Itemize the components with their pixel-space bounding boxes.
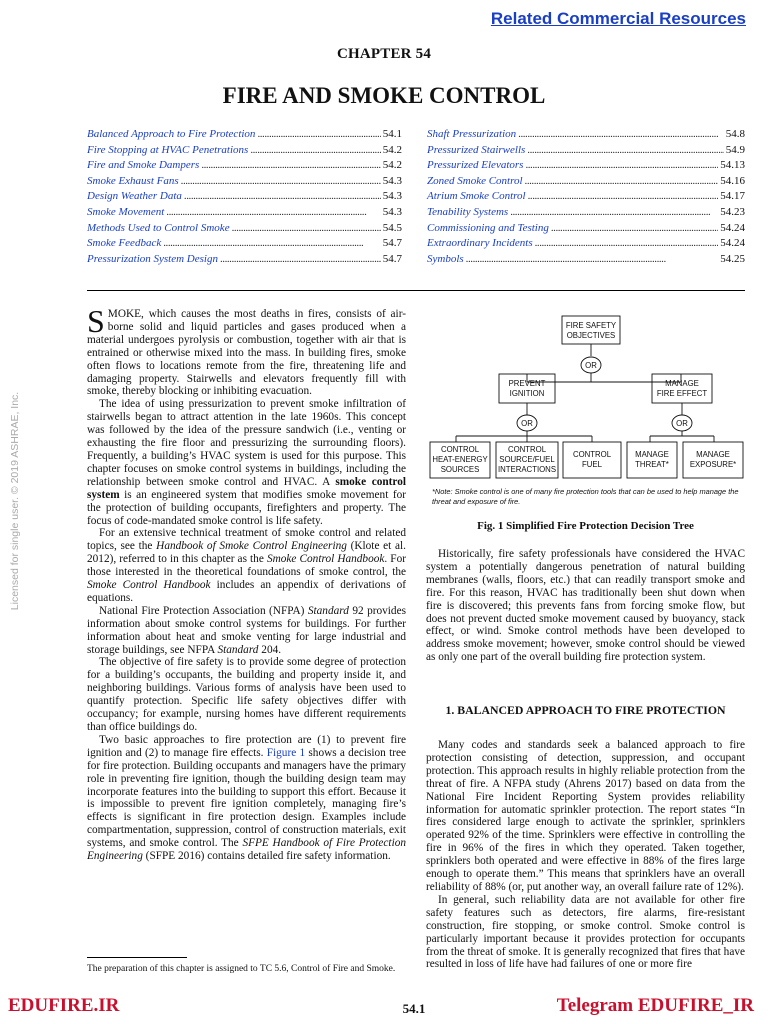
toc-entry[interactable] <box>87 252 402 268</box>
toc-leader-dots <box>166 205 380 221</box>
fig-text: FIRE SAFETY <box>565 321 617 330</box>
toc-entry-page: 54.16 <box>720 174 745 187</box>
toc-entry[interactable] <box>427 127 745 143</box>
toc-entry[interactable] <box>87 174 402 190</box>
toc-entry[interactable] <box>87 236 402 252</box>
toc-entry-page: 54.5 <box>382 221 402 234</box>
toc-entry-label[interactable]: Tenability Systems <box>427 205 509 218</box>
toc-leader-dots <box>510 205 718 221</box>
toc-entry-page: 54.3 <box>382 190 402 203</box>
footnote: The preparation of this chapter is assigned to TC 5.6, Control of Fire and Smoke. <box>87 964 396 974</box>
toc-entry-label[interactable]: Methods Used to Control Smoke <box>87 221 230 234</box>
toc-entry-page: 54.7 <box>382 252 402 265</box>
toc-entry[interactable] <box>87 127 402 143</box>
paragraph: The objective of fire safety is to provide some degree of protection for a building’s occupants, the building and property inside it, and neighboring buildings. Various forms of analysis have been used to quantify protection. Specific life safety objectives differ with occupancy; for example, nursing homes have different requirements than office buildings do. <box>87 656 406 733</box>
toc-left <box>87 127 402 267</box>
page-number: 54.1 <box>402 1001 426 1016</box>
toc-entry-page: 54.2 <box>382 159 402 172</box>
footnote-divider <box>87 957 187 958</box>
paragraph: MOKE, which causes the most deaths in fires, consists of air-borne solid and liquid particles and gases produced when a material undergoes pyrolysis or combustion, together with air that is entrained or otherwise mixed into the mass. In building fires, smoke often flows to locations remote from the fire, threatening life and damaging property. Stairwells and elevators frequently fill with smoke, thereby blocking or inhibiting evacuation. <box>87 308 406 398</box>
toc-entry-page: 54.3 <box>382 174 402 187</box>
toc-entry[interactable] <box>87 205 402 221</box>
fig-text: PREVENT <box>508 379 546 388</box>
toc-entry-label[interactable]: Balanced Approach to Fire Protection <box>87 128 256 140</box>
toc-entry-page: 54.25 <box>720 252 745 265</box>
toc-entry-page: 54.24 <box>720 221 745 234</box>
toc-entry[interactable] <box>87 189 402 205</box>
toc-leader-dots <box>466 252 719 268</box>
paragraph: The idea of using pressurization to prevent smoke infiltration of stairwells began to attract attention in the late 1960s. This concept was followed by the idea of the pressure sandwich (i.e., venting or exhausting the fire floor and pressurizing the surrounding floors). Frequently, a building’s HVAC system is used for this purpose. This chapter focuses on smoke control systems in buildings, including the relationship between smoke control and HVAC. A smoke control system is an engineered system that modifies smoke movement for the protection of building occupants, firefighters and property. The focus of code-mandated smoke control is life safety. <box>87 398 406 527</box>
toc-entry-label[interactable]: Extraordinary Incidents <box>427 237 533 250</box>
toc-entry-label[interactable]: Design Weather Data <box>87 190 182 203</box>
toc-entry[interactable] <box>427 189 745 205</box>
toc-entry-page: 54.23 <box>720 205 745 218</box>
toc-entry[interactable] <box>427 174 745 190</box>
toc-entry-label[interactable]: Shaft Pressurization <box>427 128 517 140</box>
toc-leader-dots <box>528 189 719 205</box>
toc-entry-page: 54.24 <box>720 237 745 250</box>
toc-entry-label[interactable]: Fire and Smoke Dampers <box>87 159 200 172</box>
fig-text: CONTROL <box>507 445 547 454</box>
toc-leader-dots <box>257 127 380 143</box>
fig-text: CONTROL <box>440 445 480 454</box>
toc-entry[interactable] <box>87 221 402 237</box>
divider <box>87 290 745 291</box>
toc-entry-page: 54.13 <box>720 159 745 172</box>
footer-site-link[interactable]: EDUFIRE.IR <box>8 995 120 1016</box>
or-label: OR <box>585 361 597 370</box>
toc-entry[interactable] <box>427 252 745 268</box>
figure-1-link[interactable]: Figure 1 <box>266 746 306 759</box>
toc-entry-page: 54.8 <box>725 128 745 140</box>
toc-entry[interactable] <box>427 221 745 237</box>
paragraph: Historically, fire safety professionals have considered the HVAC system a potentially dangerous penetration of natural building membranes (walls, floors, etc.) that can readily transport smoke and fire. For this reason, HVAC has traditionally been shut down when fire is discovered; this prevents fans from forcing smoke flow, but does not prevent ducted smoke movement caused by buoyancy, stack effect, or wind. Smoke control methods have been developed to address smoke movement; however, smoke control should be viewed as only one part of the overall building fire protection system. <box>426 548 745 664</box>
toc-entry-label[interactable]: Pressurization System Design <box>87 252 218 265</box>
or-label: OR <box>521 419 533 428</box>
or-label: OR <box>676 419 688 428</box>
toc-entry-label[interactable]: Pressurized Stairwells <box>427 143 526 156</box>
figure-note: *Note: Smoke control is one of many fire protection tools that can be used to help manage the threat and exposure of fire. <box>432 487 739 506</box>
toc-entry[interactable] <box>427 236 745 252</box>
toc-leader-dots <box>525 174 719 190</box>
fig-text: CONTROL <box>572 450 612 459</box>
related-resources-link[interactable]: Related Commercial Resources <box>490 9 746 28</box>
toc-leader-dots <box>184 189 381 205</box>
paragraph: For an extensive technical treatment of smoke control and related topics, see the Handbook of Smoke Control Engineering (Klote et al. 2012), referred to in this chapter as the Smoke Control Handbook. For those interested in the theoretical foundations of smoke control, the Smoke Control Handbook includes an appendix of derivations of equations. <box>87 527 406 604</box>
toc-entry[interactable] <box>427 143 745 159</box>
fig-text: OBJECTIVES <box>566 331 616 340</box>
fig-text: FIRE EFFECT <box>656 389 708 398</box>
body-left-column <box>87 303 407 863</box>
footer-telegram-link[interactable]: Telegram EDUFIRE_IR <box>556 995 754 1016</box>
drop-cap: S <box>87 303 105 339</box>
paragraph: Two basic approaches to fire protection are (1) to prevent fire ignition and (2) to manage fire effects. Figure 1 shows a decision tree for fire protection. Building occupants and managers have the primary role in preventing fire ignition, though the building design team may incorporate features into the building to support this effort. Because it is impossible to prevent fire ignition completely, managing fire’s effects is significant in fire protection design. Examples include compartmentation, suppression, control of construction materials, exit systems, and smoke control. The SFPE Handbook of Fire Protection Engineering (SFPE 2016) contains detailed fire safety information. <box>87 733 407 863</box>
fig-text: THREAT* <box>635 460 669 469</box>
toc-entry-label[interactable]: Symbols <box>427 252 464 265</box>
toc-entry-page: 54.17 <box>720 190 745 203</box>
toc-entry-label[interactable]: Smoke Movement <box>87 205 165 218</box>
chapter-number: CHAPTER 54 <box>336 46 432 62</box>
toc-entry[interactable] <box>427 158 745 174</box>
toc-entry[interactable] <box>87 158 402 174</box>
toc-entry-label[interactable]: Fire Stopping at HVAC Penetrations <box>87 143 249 156</box>
toc-entry-page: 54.1 <box>382 128 402 140</box>
paragraph: Many codes and standards seek a balanced approach to fire protection consisting of detection, suppression, and occupant protection. This approach results in highly reliable protection from the threat of fire. A NFPA study (Ahrens 2017) based on data from the National Fire Incident Reporting System provides reliability information for automatic sprinkler protection. The report states “In fires considered large enough to activate the sprinkler, sprinklers operated 92% of the time. Sprinklers were effective in controlling the fire in 96% of the fires in which they operated. Taken together, sprinklers both operated and were effective in 88% of the fires large enough to operate them.” This means that sprinklers have an overall reliability of 88% (or, put another way, an overall failure rate of 12%). <box>426 739 745 893</box>
toc-leader-dots <box>163 236 381 252</box>
toc-entry-label[interactable]: Smoke Exhaust Fans <box>87 174 179 187</box>
toc-entry[interactable] <box>427 205 745 221</box>
fig-text: EXPOSURE* <box>689 460 737 469</box>
toc-entry[interactable] <box>87 143 402 159</box>
toc-entry-page: 54.3 <box>382 205 402 218</box>
body-right-column-2 <box>426 739 745 971</box>
paragraph: National Fire Protection Association (NFPA) Standard 92 provides information about smoke control systems for buildings. For further information about heat and smoke venting for large industrial and storage buildings, see NFPA Standard 204. <box>87 604 406 656</box>
toc-leader-dots <box>535 236 719 252</box>
toc-leader-dots <box>527 143 723 159</box>
fig-text: IGNITION <box>509 389 545 398</box>
fig-text: MANAGE <box>696 450 730 459</box>
toc-right <box>427 127 745 267</box>
figure-caption: Fig. 1 Simplified Fire Protection Decision Tree <box>477 520 694 532</box>
body-right-column <box>426 548 745 664</box>
toc-entry-label[interactable]: Pressurized Elevators <box>427 159 524 172</box>
toc-leader-dots <box>525 158 718 174</box>
toc-entry-page: 54.9 <box>725 143 745 156</box>
fig-text: SOURCES <box>440 465 480 474</box>
toc-leader-dots <box>201 158 380 174</box>
fig-text: SOURCE/FUEL <box>499 455 555 464</box>
fig-text: FUEL <box>582 460 602 469</box>
fire-protection-decision-tree <box>428 312 746 512</box>
toc-entry-page: 54.7 <box>382 237 402 250</box>
chapter-title: FIRE AND SMOKE CONTROL <box>222 83 546 108</box>
fig-text: MANAGE <box>665 379 699 388</box>
toc-entry-label[interactable]: Commissioning and Testing <box>427 221 549 234</box>
toc-leader-dots <box>181 174 381 190</box>
toc-entry-page: 54.2 <box>382 143 402 156</box>
toc-leader-dots <box>518 127 724 143</box>
toc-leader-dots <box>250 143 380 159</box>
toc-leader-dots <box>232 221 381 237</box>
paragraph: In general, such reliability data are not available for other fire safety features such as detectors, fire alarms, fire-resistant construction, fire stopping, or smoke control. Smoke control is particularly important because it provides protection for occupants from the threat of smoke. It is generally recognized that fires that have resulted in loss of life have had failures of one or more fire <box>426 893 745 971</box>
fig-text: INTERACTIONS <box>497 465 557 474</box>
fig-text: MANAGE <box>635 450 669 459</box>
toc-leader-dots <box>551 221 718 237</box>
fig-text: HEAT-ENERGY <box>432 455 488 464</box>
section-heading: 1. BALANCED APPROACH TO FIRE PROTECTION <box>445 703 726 717</box>
toc-leader-dots <box>220 252 381 268</box>
toc-entry-label[interactable]: Smoke Feedback <box>87 237 162 250</box>
toc-entry-label[interactable]: Zoned Smoke Control <box>427 174 523 187</box>
toc-entry-label[interactable]: Atrium Smoke Control <box>427 190 526 203</box>
